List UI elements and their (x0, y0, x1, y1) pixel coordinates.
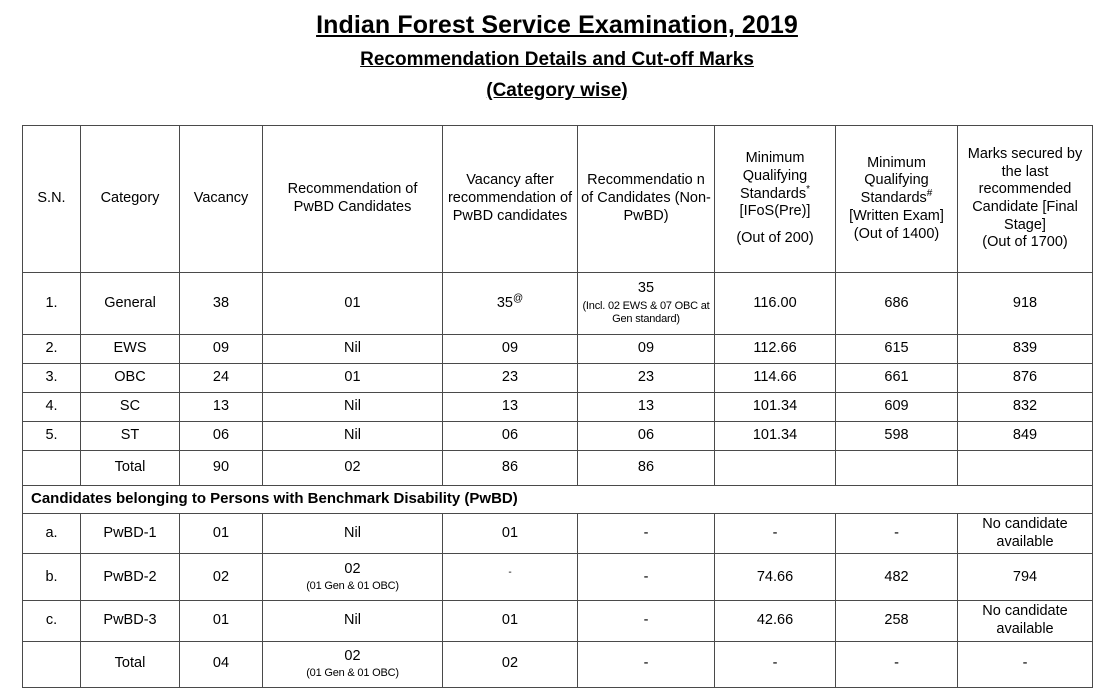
cell-rec-pwbd (263, 641, 443, 687)
cell-marks-last: 794 (958, 554, 1093, 601)
rec-pwbd-value: 02 (344, 647, 361, 664)
cell-rec-non-pwbd: 86 (578, 451, 715, 486)
cell-sn: 3. (23, 364, 81, 393)
table-row (23, 273, 1093, 335)
table-row (23, 514, 1093, 554)
page-subtitle: Recommendation Details and Cut-off Marks (360, 49, 754, 71)
header-vacancy-after: Vacancy after recommendation of PwBD candidates (443, 126, 578, 273)
cell-rec-pwbd: 01 (263, 364, 443, 393)
header-recommendation-pwbd: Recommendation of PwBD Candidates (263, 126, 443, 273)
cell-category: SC (81, 393, 180, 422)
cell-vacancy: 24 (180, 364, 263, 393)
table-header-row (23, 126, 1093, 273)
cell-min-written: 598 (836, 422, 958, 451)
cell-min-written: 686 (836, 273, 958, 335)
cell-sn: 5. (23, 422, 81, 451)
cell-sn (23, 451, 81, 486)
cell-min-written: 615 (836, 335, 958, 364)
cell-sn: 2. (23, 335, 81, 364)
cell-rec-non-pwbd: 23 (578, 364, 715, 393)
cell-min-written: - (836, 514, 958, 554)
table-row (23, 554, 1093, 601)
cell-vacancy-after: 86 (443, 451, 578, 486)
header-marks-last-line1: Marks secured by the last recommended Candidate [Final Stage] (967, 145, 1083, 233)
header-min-written-line4: [Written Exam] (849, 207, 944, 224)
cell-min-pre: 116.00 (715, 273, 836, 335)
cell-rec-pwbd: Nil (263, 335, 443, 364)
header-min-written-line2: Qualifying (864, 172, 929, 189)
cell-marks-last (958, 451, 1093, 486)
cell-category: Total (81, 641, 180, 687)
cell-category: PwBD-3 (81, 601, 180, 641)
cell-marks-last: 839 (958, 335, 1093, 364)
cell-min-written: 258 (836, 601, 958, 641)
cell-rec-pwbd: Nil (263, 601, 443, 641)
cell-vacancy-after: 23 (443, 364, 578, 393)
cell-rec-non-pwbd: - (578, 601, 715, 641)
cell-vacancy-after: 09 (443, 335, 578, 364)
cell-rec-non-pwbd (578, 273, 715, 335)
table-row (23, 422, 1093, 451)
cell-category: PwBD-2 (81, 554, 180, 601)
page-subtitle-secondary: (Category wise) (486, 79, 628, 101)
cell-marks-last: 876 (958, 364, 1093, 393)
document-titles (0, 0, 1114, 104)
header-min-written-line5: (Out of 1400) (853, 225, 940, 242)
cell-min-written: - (836, 641, 958, 687)
cell-sn: 4. (23, 393, 81, 422)
table-row-total (23, 641, 1093, 687)
header-min-pre-line2: Qualifying (742, 167, 808, 184)
cell-rec-non-pwbd: - (578, 514, 715, 554)
cell-rec-non-pwbd: 09 (578, 335, 715, 364)
header-min-qualifying-pre (715, 126, 836, 273)
results-table-container (22, 125, 1092, 688)
header-spacer (718, 221, 832, 230)
cell-min-pre: 74.66 (715, 554, 836, 601)
cell-min-written: 661 (836, 364, 958, 393)
cell-vacancy-after: 06 (443, 422, 578, 451)
cell-vacancy-after (443, 273, 578, 335)
cell-vacancy-after: 01 (443, 514, 578, 554)
cell-rec-non-pwbd: 06 (578, 422, 715, 451)
cell-vacancy: 02 (180, 554, 263, 601)
cell-min-written: 482 (836, 554, 958, 601)
cell-category: General (81, 273, 180, 335)
header-min-pre-line1: Minimum (745, 150, 805, 167)
table-row (23, 364, 1093, 393)
cell-rec-pwbd (263, 554, 443, 601)
header-min-qualifying-written (836, 126, 958, 273)
table-row-total (23, 451, 1093, 486)
rec-pwbd-note: (01 Gen & 01 OBC) (306, 580, 399, 593)
cell-min-pre: 101.34 (715, 422, 836, 451)
rec-non-pwbd-value: 35 (637, 279, 655, 296)
header-min-written-line3: Standards (860, 190, 927, 207)
cell-category: PwBD-1 (81, 514, 180, 554)
cell-sn: 1. (23, 273, 81, 335)
rec-pwbd-note: (01 Gen & 01 OBC) (306, 667, 399, 680)
cell-marks-last: No candidate available (958, 514, 1093, 554)
hash-marker: # (926, 188, 933, 200)
cell-vacancy-after: 13 (443, 393, 578, 422)
recommendation-table (22, 125, 1093, 688)
cell-rec-pwbd: 01 (263, 273, 443, 335)
asterisk-marker: * (806, 183, 810, 195)
cell-category: Total (81, 451, 180, 486)
cell-vacancy: 90 (180, 451, 263, 486)
header-marks-last-candidate (958, 126, 1093, 273)
vacancy-after-value: 35 (496, 294, 513, 311)
cell-marks-last: 918 (958, 273, 1093, 335)
cell-rec-pwbd: 02 (263, 451, 443, 486)
cell-vacancy-after (443, 554, 578, 601)
cell-vacancy: 04 (180, 641, 263, 687)
dash-marker: - (508, 566, 512, 578)
header-min-written-line1: Minimum (867, 154, 926, 171)
header-category: Category (81, 126, 180, 273)
cell-rec-pwbd: Nil (263, 393, 443, 422)
at-marker: @ (512, 292, 524, 304)
table-header (23, 126, 1093, 273)
cell-marks-last: 832 (958, 393, 1093, 422)
cell-vacancy: 38 (180, 273, 263, 335)
cell-min-pre: - (715, 514, 836, 554)
cell-sn: a. (23, 514, 81, 554)
cell-min-pre: 42.66 (715, 601, 836, 641)
cell-min-pre: 114.66 (715, 364, 836, 393)
table-row (23, 393, 1093, 422)
cell-marks-last: No candidate available (958, 601, 1093, 641)
cell-min-written: 609 (836, 393, 958, 422)
table-body (23, 273, 1093, 688)
rec-non-pwbd-note: (Incl. 02 EWS & 07 OBC at Gen standard) (582, 299, 710, 326)
cell-min-pre: - (715, 641, 836, 687)
header-min-pre-line3: Standards (739, 185, 807, 202)
cell-rec-pwbd: Nil (263, 422, 443, 451)
table-section-header-pwbd (23, 486, 1093, 514)
cell-sn: b. (23, 554, 81, 601)
rec-pwbd-value: 02 (344, 560, 361, 577)
cell-min-pre (715, 451, 836, 486)
cell-vacancy: 13 (180, 393, 263, 422)
cell-min-written (836, 451, 958, 486)
cell-vacancy: 01 (180, 601, 263, 641)
table-row (23, 601, 1093, 641)
cell-min-pre: 112.66 (715, 335, 836, 364)
cell-vacancy: 09 (180, 335, 263, 364)
cell-category: ST (81, 422, 180, 451)
header-recommendation-non-pwbd: Recommendatio n of Candidates (Non-PwBD) (578, 126, 715, 273)
cell-marks-last: 849 (958, 422, 1093, 451)
header-marks-last-line2: (Out of 1700) (982, 234, 1068, 251)
cell-sn: c. (23, 601, 81, 641)
header-min-pre-line5: (Out of 200) (736, 230, 814, 247)
cell-rec-non-pwbd: - (578, 554, 715, 601)
cell-vacancy: 01 (180, 514, 263, 554)
cell-vacancy-after: 02 (443, 641, 578, 687)
cell-rec-non-pwbd: - (578, 641, 715, 687)
cell-min-pre: 101.34 (715, 393, 836, 422)
cell-category: OBC (81, 364, 180, 393)
header-sn: S.N. (23, 126, 81, 273)
cell-rec-pwbd: Nil (263, 514, 443, 554)
page-title: Indian Forest Service Examination, 2019 (316, 11, 798, 39)
cell-vacancy-after: 01 (443, 601, 578, 641)
table-row (23, 335, 1093, 364)
header-min-pre-line4: [IFoS(Pre)] (739, 203, 811, 220)
cell-rec-non-pwbd: 13 (578, 393, 715, 422)
cell-sn (23, 641, 81, 687)
section-label-pwbd: Candidates belonging to Persons with Benchmark Disability (PwBD) (23, 486, 1093, 514)
cell-vacancy: 06 (180, 422, 263, 451)
header-vacancy: Vacancy (180, 126, 263, 273)
cell-category: EWS (81, 335, 180, 364)
cell-marks-last: - (958, 641, 1093, 687)
